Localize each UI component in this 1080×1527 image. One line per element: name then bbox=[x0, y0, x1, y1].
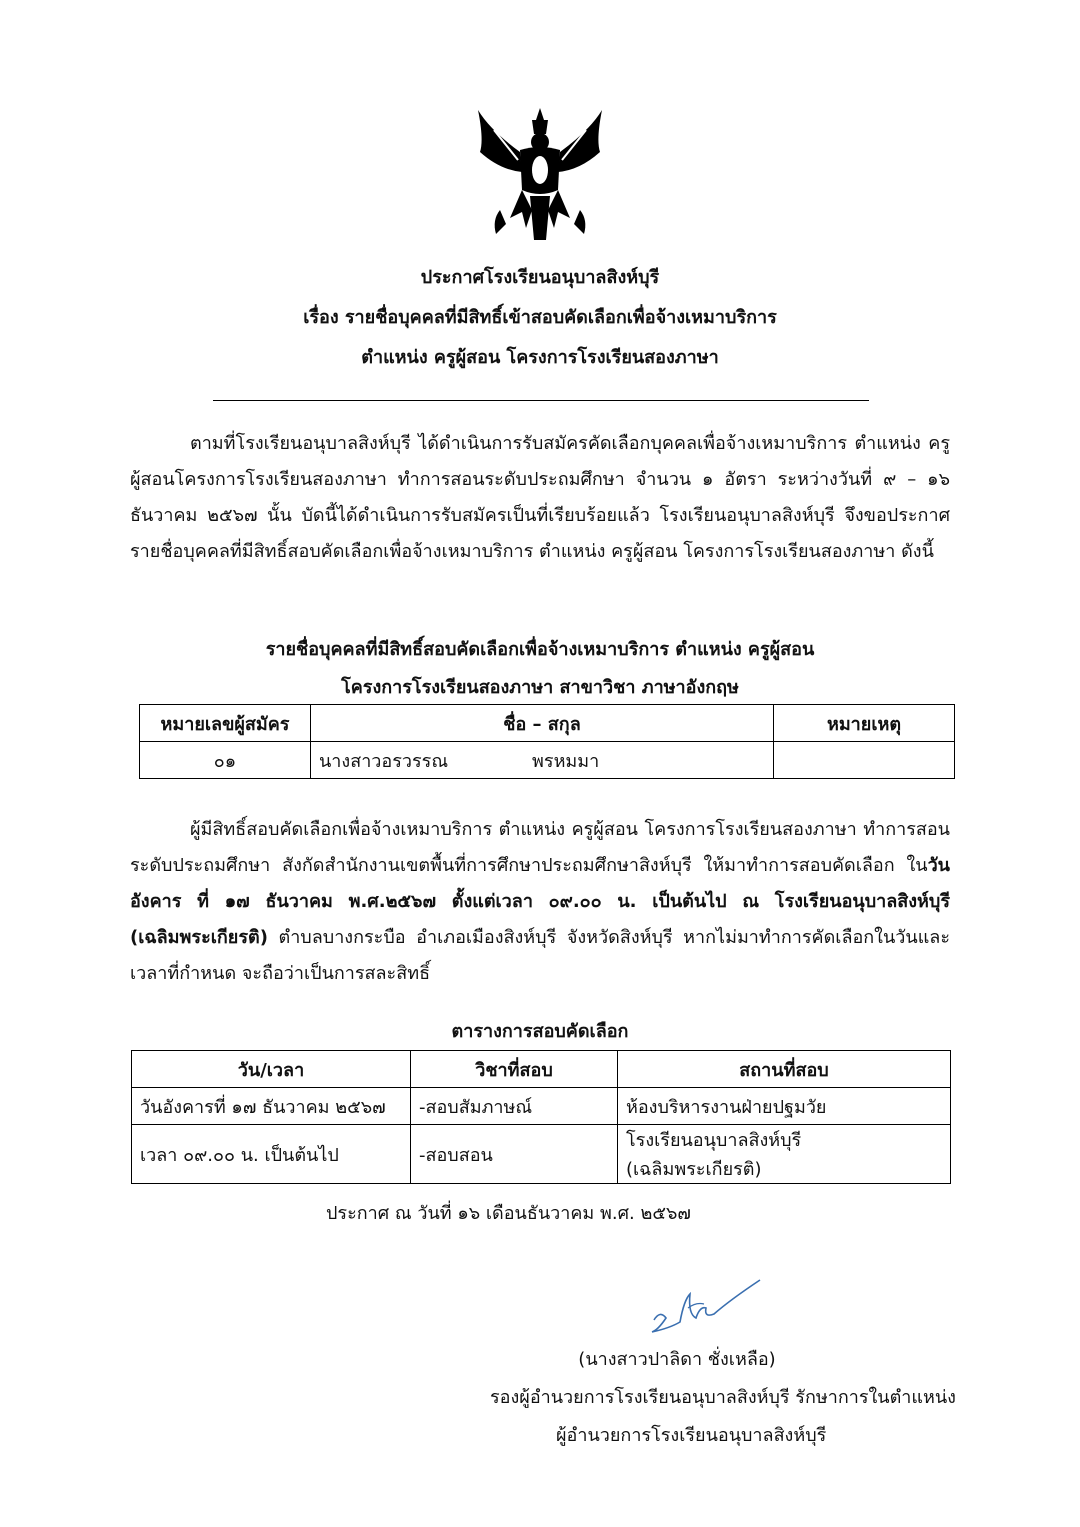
col-header-name: ชื่อ – สกุล bbox=[311, 705, 774, 742]
divider bbox=[213, 400, 869, 401]
table-row bbox=[140, 742, 955, 779]
exam-paragraph bbox=[130, 812, 950, 992]
schedule-table bbox=[131, 1050, 951, 1184]
exam-date-bold: วันอังคาร ที่ ๑๗ ธันวาคม พ.ศ.๒๕๖๗ ตั้งแต่เวลา ๐๙.๐๐ น. เป็นต้นไป ณ โรงเรียนอนุบาลสิงห์บุรี (เฉลิมพระเกียรติ) bbox=[130, 855, 950, 948]
col-header-datetime: วัน/เวลา bbox=[132, 1051, 411, 1088]
garuda-emblem bbox=[470, 100, 610, 250]
candidate-name bbox=[311, 742, 774, 779]
title-line-1: ประกาศโรงเรียนอนุบาลสิงห์บุรี bbox=[420, 267, 660, 288]
signer-position-1: รองผู้อำนวยการโรงเรียนอนุบาลสิงห์บุรี รักษาการในตำแหน่ง bbox=[490, 1387, 956, 1408]
table-row bbox=[132, 1125, 951, 1184]
schedule-place: โรงเรียนอนุบาลสิงห์บุรี (เฉลิมพระเกียรติ) bbox=[618, 1125, 951, 1184]
title-line-2: เรื่อง รายชื่อบุคคลที่มีสิทธิ์เข้าสอบคัดเลือกเพื่อจ้างเหมาบริการ bbox=[303, 307, 777, 328]
col-header-place: สถานที่สอบ bbox=[618, 1051, 951, 1088]
signer-position-2: ผู้อำนวยการโรงเรียนอนุบาลสิงห์บุรี bbox=[556, 1425, 827, 1446]
list-title-1: รายชื่อบุคคลที่มีสิทธิ์สอบคัดเลือกเพื่อจ้างเหมาบริการ ตำแหน่ง ครูผู้สอน bbox=[265, 639, 815, 660]
col-header-number: หมายเลขผู้สมัคร bbox=[140, 705, 311, 742]
intro-paragraph bbox=[130, 426, 950, 570]
schedule-datetime: วันอังคารที่ ๑๗ ธันวาคม ๒๕๖๗ bbox=[132, 1088, 411, 1125]
table-row bbox=[132, 1088, 951, 1125]
col-header-note: หมายเหตุ bbox=[774, 705, 955, 742]
schedule-subject: -สอบสอน bbox=[411, 1125, 618, 1184]
schedule-subject: -สอบสัมภาษณ์ bbox=[411, 1088, 618, 1125]
candidate-table bbox=[139, 704, 955, 779]
candidate-first-name: นางสาวอรวรรณ bbox=[319, 750, 449, 772]
list-title-2: โครงการโรงเรียนสองภาษา สาขาวิชา ภาษาอังกฤษ bbox=[341, 677, 739, 698]
col-header-subject: วิชาที่สอบ bbox=[411, 1051, 618, 1088]
candidate-note bbox=[774, 742, 955, 779]
announce-date: ประกาศ ณ วันที่ ๑๖ เดือนธันวาคม พ.ศ. ๒๕๖๗ bbox=[326, 1203, 691, 1224]
intro-text: ตามที่โรงเรียนอนุบาลสิงห์บุรี ได้ดำเนินการรับสมัครคัดเลือกบุคคลเพื่อจ้างเหมาบริการ ตำแหน่ง ครูผู้สอนโครงการโรงเรียนสองภาษา ทำการสอนระดับประถมศึกษา จำนวน ๑ อัตรา ระหว่างวันที่ ๙ – ๑๖ ธันวาคม ๒๕๖๗ นั้น บัดนี้ได้ดำเนินการรับสมัครเป็นที่เรียบร้อยแล้ว โรงเรียนอนุบาลสิงห์บุรี จึงขอประกาศรายชื่อบุคคลที่มีสิทธิ์สอบคัดเลือกเพื่อจ้างเหมาบริการ ตำแหน่ง ครูผู้สอน โครงการโรงเรียนสองภาษา ดังนี้ bbox=[130, 433, 950, 562]
title-line-3: ตำแหน่ง ครูผู้สอน โครงการโรงเรียนสองภาษา bbox=[361, 347, 719, 368]
exam-text-1: ผู้มีสิทธิ์สอบคัดเลือกเพื่อจ้างเหมาบริการ ตำแหน่ง ครูผู้สอน โครงการโรงเรียนสองภาษา ทำการสอนระดับประถมศึกษา สังกัดสำนักงานเขตพื้นที่การศึกษาประถมศึกษาสิงห์บุรี ให้มาทำการสอบคัดเลือก ใน bbox=[130, 819, 950, 876]
candidate-last-name: พรหมมา bbox=[532, 750, 600, 772]
signer-name: (นางสาวปาลิดา ชั่งเหลือ) bbox=[578, 1349, 776, 1370]
handwritten-signature bbox=[640, 1270, 770, 1340]
schedule-place: ห้องบริหารงานฝ่ายปฐมวัย bbox=[618, 1088, 951, 1125]
schedule-datetime: เวลา ๐๙.๐๐ น. เป็นต้นไป bbox=[132, 1125, 411, 1184]
schedule-title: ตารางการสอบคัดเลือก bbox=[451, 1021, 629, 1042]
candidate-number: ๐๑ bbox=[140, 742, 311, 779]
exam-text-2: ตำบลบางกระบือ อำเภอเมืองสิงห์บุรี จังหวัดสิงห์บุรี หากไม่มาทำการคัดเลือกในวันและเวลาที่กำหนด จะถือว่าเป็นการสละสิทธิ์ bbox=[130, 927, 950, 984]
